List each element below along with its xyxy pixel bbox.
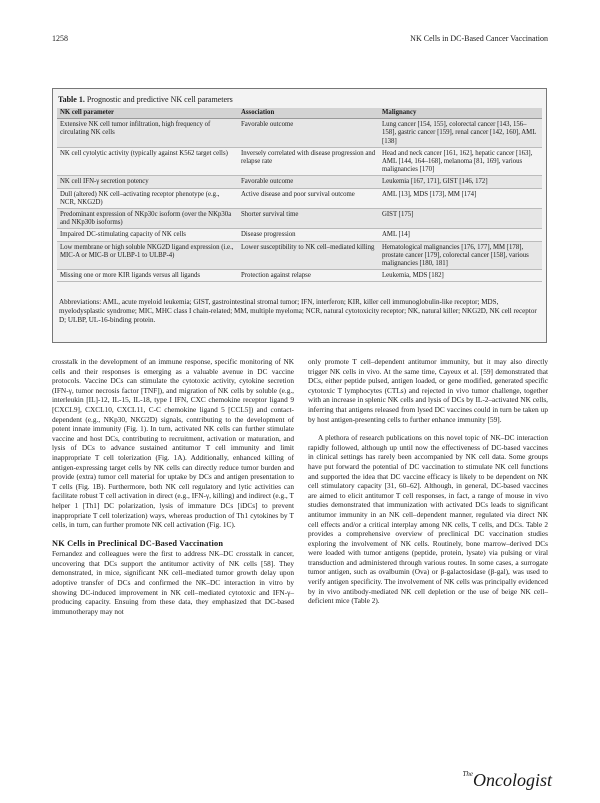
column-header: Association (238, 108, 379, 119)
table-header-row (57, 108, 542, 119)
journal-logo (463, 770, 553, 791)
table-cell: Favorable outcome (238, 176, 379, 188)
table-caption (58, 95, 233, 104)
running-header (52, 34, 548, 46)
right-text-column (308, 357, 548, 606)
table-row (57, 229, 542, 241)
table-cell: Extensive NK cell tumor infiltration, high frequency of circulating NK cells (57, 119, 238, 148)
table-label: Table 1. (58, 95, 85, 104)
table-cell: Hematological malignancies [176, 177], MM [178], prostate cancer [179], colorectal cancer [158], various malignancies [180, 181] (379, 241, 542, 270)
table-row (57, 176, 542, 188)
table-cell: Dull (altered) NK cell–activating receptor phenotype (e.g., NCR, NKG2D) (57, 188, 238, 208)
table-cell: NK cell IFN-γ secretion potency (57, 176, 238, 188)
table-row (57, 270, 542, 282)
table-cell: Active disease and poor survival outcome (238, 188, 379, 208)
table-cell: Low membrane or high soluble NKG2D ligand expression (i.e., MIC-A or MIC-B or ULBP-1 to ULBP-4) (57, 241, 238, 270)
column-header: Malignancy (379, 108, 542, 119)
table-cell: Head and neck cancer [161, 162], hepatic cancer [163], AML [144, 164–168], melanoma [81, 169], various malignancies [170] (379, 147, 542, 176)
table-cell: Inversely correlated with disease progression and relapse rate (238, 147, 379, 176)
table-abbreviations: Abbreviations: AML, acute myeloid leukemia; GIST, gastrointestinal stromal tumor; IFN, interferon; KIR, killer cell immunoglobulin-like receptor; MDS, myelodysplastic syndrome; MIC, MHC class I chain-related; MM, multiple myeloma; NCR, natural cytotoxicity receptor; NK, natural killer; NKG2D, NK cell receptor D; ULBP, UL-16-binding protein. (59, 298, 537, 324)
table-row (57, 147, 542, 176)
table-cell: Lower susceptibility to NK cell–mediated killing (238, 241, 379, 270)
table-cell: Impaired DC-stimulating capacity of NK cells (57, 229, 238, 241)
nk-parameters-table (57, 108, 542, 282)
table-title: Prognostic and predictive NK cell parameters (86, 95, 233, 104)
section-heading: NK Cells in Preclinical DC-Based Vaccination (52, 538, 224, 548)
left-text-column (52, 357, 294, 616)
table-row (57, 241, 542, 270)
table-row (57, 209, 542, 229)
body-paragraph: A plethora of research publications on this novel topic of NK–DC interaction rapidly followed, although up until now the effectiveness of DC-based vaccines in clinical settings has rarely been accompanied by NK cell data. Some groups have put forward the potential of DC vaccination to stimulate NK cell functions and supported the idea that DC vaccine efficacy is likely to be dependent on NK cell stimulatory capacity [31, 60–62]. Although, in general, DC-based vaccines are aimed to elicit antitumor T cell responses, in fact, a range of mouse in vivo studies demonstrated that immunization with activated DCs leads to significant antitumor immunity in an NK cell–dependent manner, regulated via direct NK cell effects and/or a critical interplay among NK cells, T cells, and DCs. Table 2 provides a comprehensive overview of preclinical DC vaccination studies exploring the involvement of NK cells. Routinely, bone marrow–derived DCs were loaded with tumor antigens (peptide, protein, lysate) via pulsing or viral transduction and administered through various routes. In some cases, a surrogate tumor antigen, such as ovalbumin (Ova) or β-galactosidase (β-gal), was used to verify antigen specificity. The involvement of NK cells was principally evidenced by in vivo antibody-mediated NK cell depletion or the use of beige NK cell–deficient mice (Table 2). (308, 433, 548, 606)
table-1 (52, 88, 547, 343)
body-paragraph: only promote T cell–dependent antitumor immunity, but it may also directly trigger NK cells in vivo. At the same time, Cayeux et al. [59] demonstrated that DCs, either peptide pulsed, antigen loaded, or gene modified, generated specific cytotoxic T lymphocytes (CTLs) and rejected in vivo tumor challenge, together with an increase in splenic NK cells and lysis of DCs by IL-2–activated NK cells, inferring that antigens released from lysed DC vaccines could in turn be taken up by host antigen-presenting cells to further enhance immunity [59]. (308, 357, 548, 424)
table-cell: Predominant expression of NKp30c isoform (over the NKp30a and NKp30b isoforms) (57, 209, 238, 229)
table-cell: Missing one or more KIR ligands versus all ligands (57, 270, 238, 282)
running-title: NK Cells in DC-Based Cancer Vaccination (410, 34, 548, 43)
page-number: 1258 (52, 34, 68, 43)
table-row (57, 188, 542, 208)
body-paragraph: crosstalk in the development of an immune response, specific monitoring of NK cells and their responses is emerging as a valuable avenue in DC vaccine protocols. Vaccine DCs can stimulate the cytotoxic activity, cytokine secretion (IFN-γ, tumor necrosis factor [TNF]), and migration of NK cells by soluble (e.g., interleukin [IL]-12, IL-15, IL-18, type I IFN, CXC chemokine receptor ligand 9 [CXCL9], CXCL10, CXCL11, C-C chemokine ligand 5 [CCL5]) and contact-dependent (e.g., NKp30, NKG2D) signals, contributing to the development of potent innate immunity (Fig. 1). In turn, activated NK cells can further stimulate vaccine and host DCs, contributing to recruitment, activation or maturation, and lysis of DCs to advance sustained antitumor T cell immunity and limit inappropriate T cell tolerization (Fig. 1A). Additionally, enhanced killing of antigen-expressing target cells by NK cells can directly reduce tumor burden and provide (extra) tumor cell material for uptake by DCs and antigen presentation to T cells (Fig. 1B). Furthermore, both NK cell regulatory and lytic activities can facilitate robust T cell activation in direct (e.g., IFN-γ, killing) and indirect (e.g., T helper 1 [Th1] DC polarization, lysis of immature DCs [iDCs] to prevent inappropriate T cell tolerization) ways, whereas production of Th1 cytokines by T cells, in turn, can further promote NK cell activation (Fig. 1C). (52, 357, 294, 530)
table-cell: Leukemia, MDS [182] (379, 270, 542, 282)
logo-prefix: The (462, 770, 473, 778)
table-cell: Disease progression (238, 229, 379, 241)
column-header: NK cell parameter (57, 108, 238, 119)
logo-name: Oncologist (473, 770, 552, 790)
table-cell: Leukemia [167, 171], GIST [146, 172] (379, 176, 542, 188)
table-cell: Protection against relapse (238, 270, 379, 282)
body-paragraph: Fernandez and colleagues were the first to address NK–DC crosstalk in cancer, uncovering that DCs support the antitumor activity of NK cells [58]. They demonstrated, in mice, significant NK cell–mediated tumor growth delay upon adoptive transfer of DCs and confirmed the NK–DC interaction in vitro by showing DC-induced improvement in NK cell–mediated cytotoxic and IFN-γ–producing capacity. Ensuing from these data, they emphasized that DC-based immunotherapy may not (52, 549, 294, 616)
table-row (57, 119, 542, 148)
table-cell: AML [14] (379, 229, 542, 241)
table-cell: Shorter survival time (238, 209, 379, 229)
table-cell: NK cell cytolytic activity (typically against K562 target cells) (57, 147, 238, 176)
table-cell: Favorable outcome (238, 119, 379, 148)
table-cell: Lung cancer [154, 155], colorectal cancer [143, 156–158], gastric cancer [159], renal cancer [142, 160], AML [138] (379, 119, 542, 148)
table-cell: AML [13], MDS [173], MM [174] (379, 188, 542, 208)
table-cell: GIST [175] (379, 209, 542, 229)
